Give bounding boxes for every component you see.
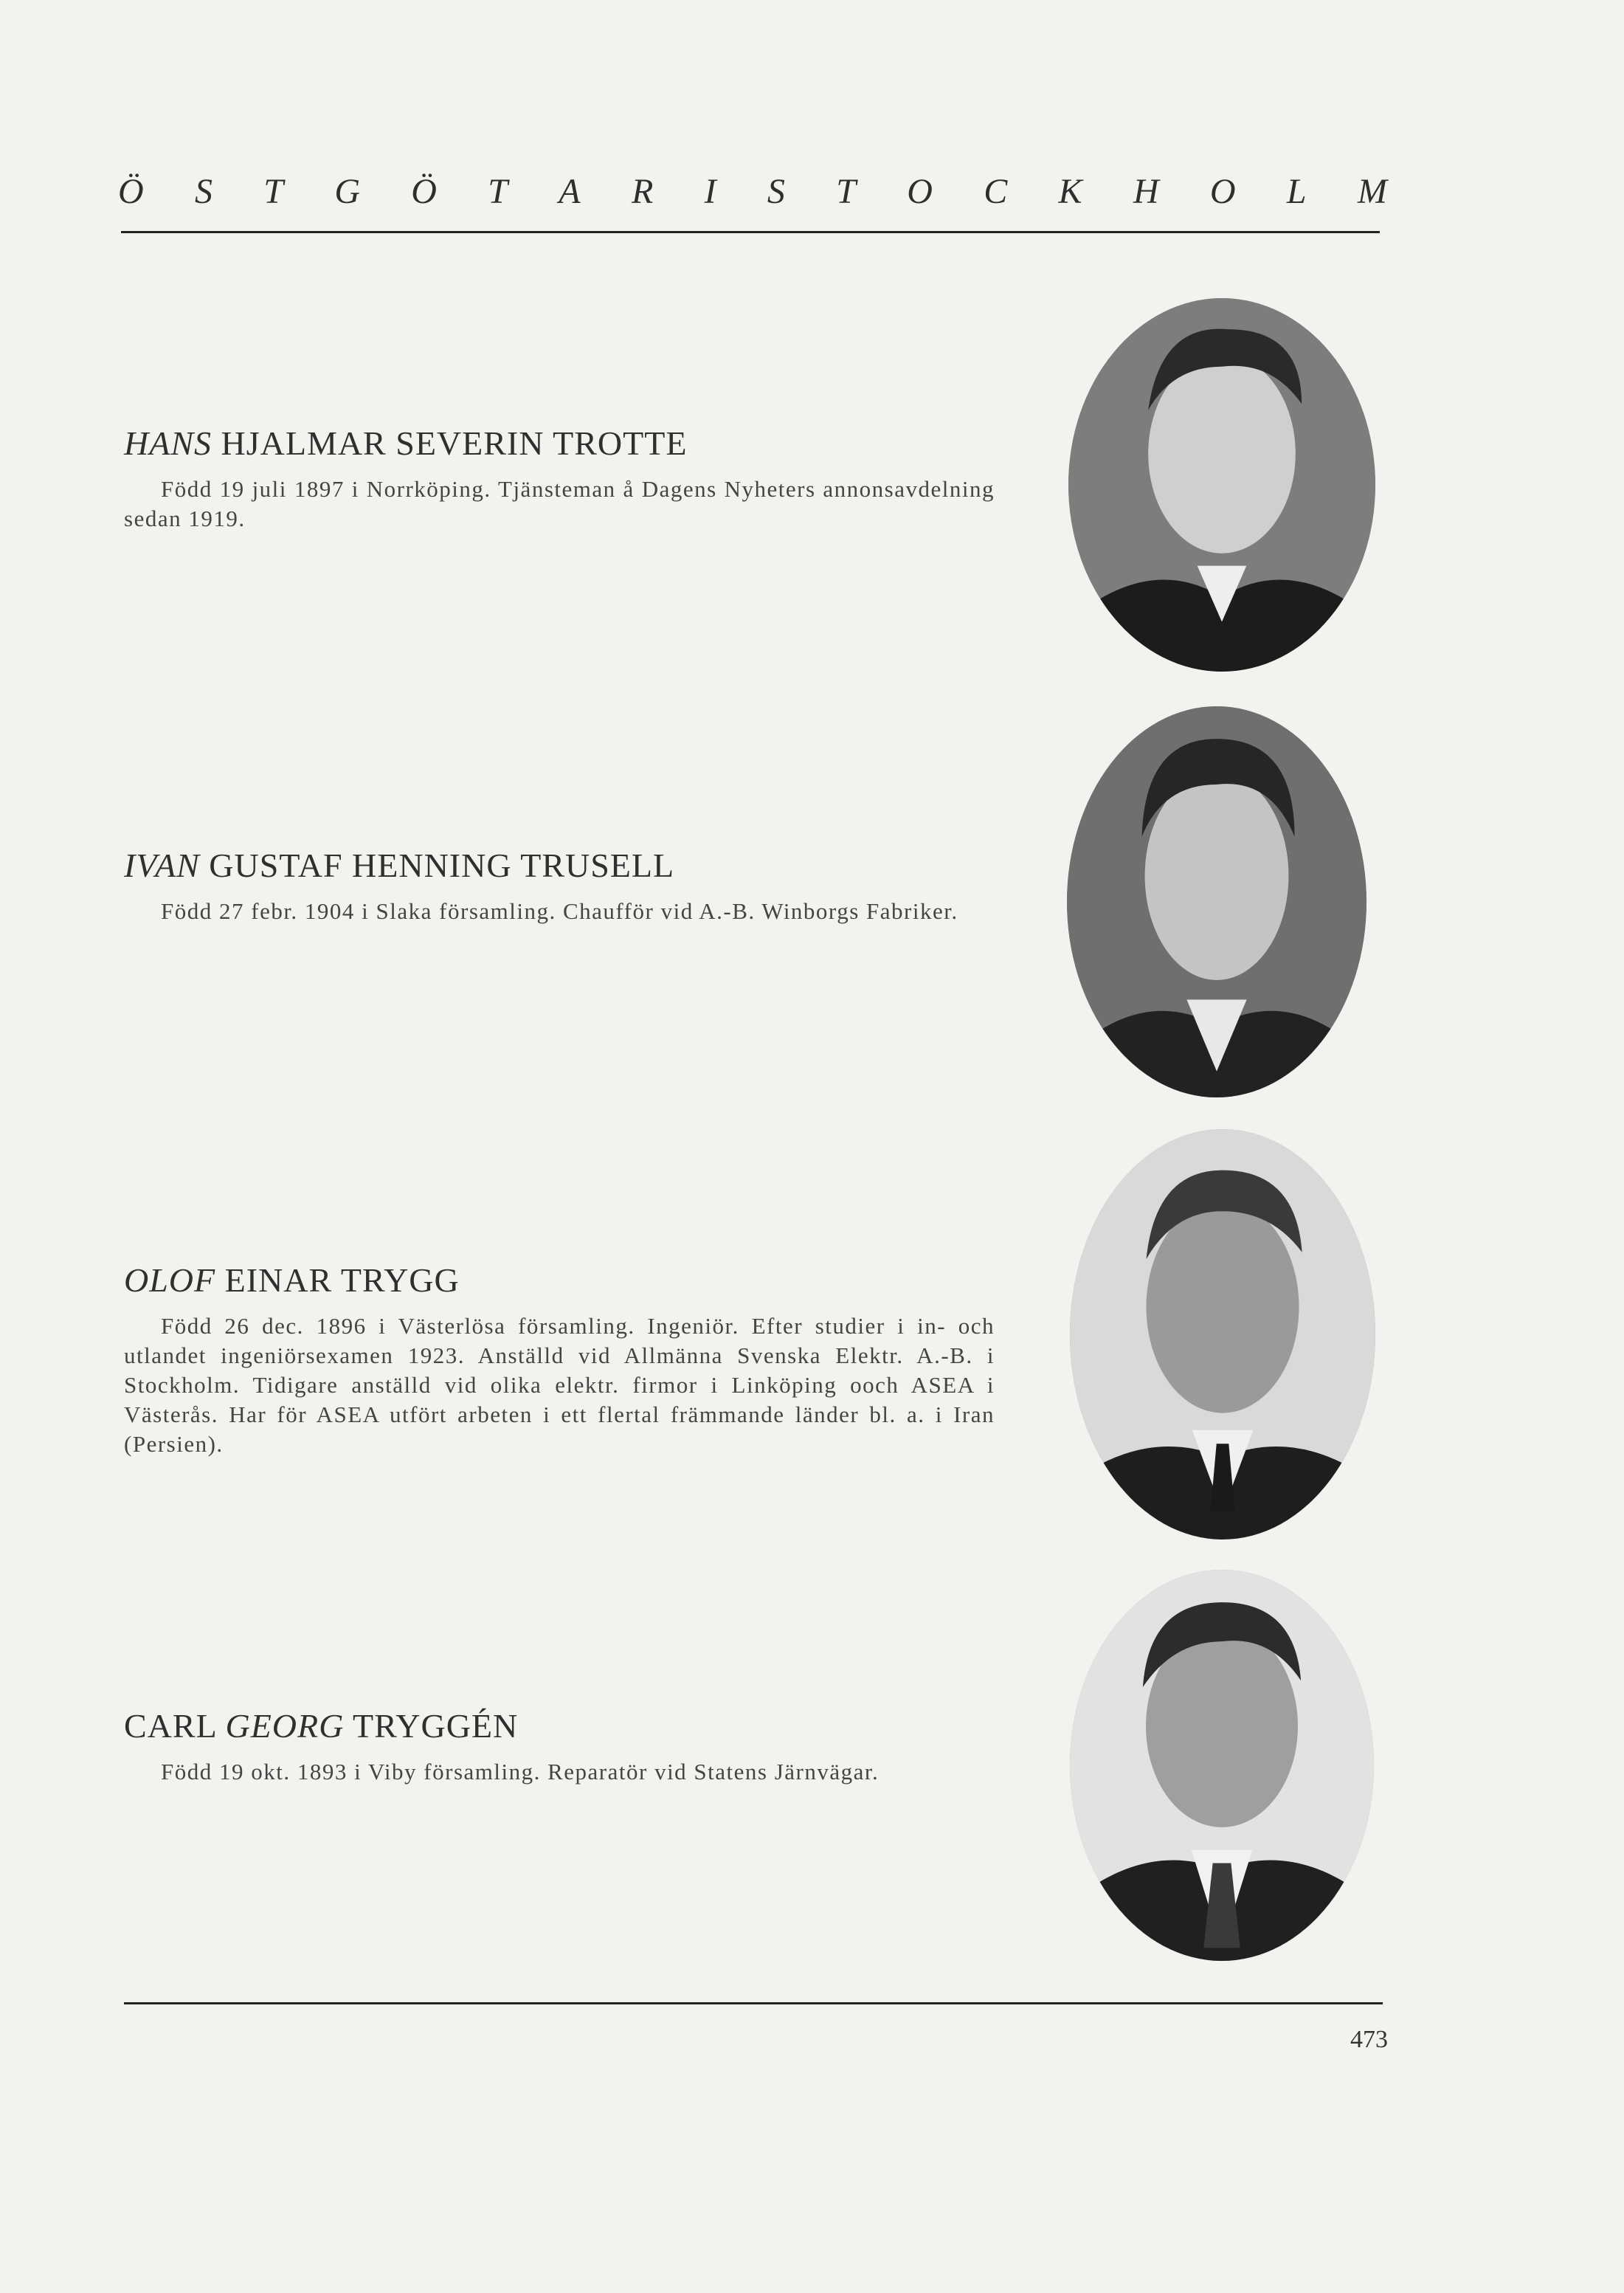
- running-head-letter: A: [559, 172, 581, 211]
- running-head-letter: Ö: [411, 172, 437, 211]
- biography-entry: [124, 846, 995, 926]
- biography-entry: [124, 424, 995, 534]
- running-head-letter: S: [194, 172, 212, 211]
- other-names: HJALMAR SEVERIN TROTTE: [212, 424, 688, 462]
- given-name: IVAN: [124, 846, 200, 884]
- other-names: GUSTAF HENNING TRUSELL: [199, 846, 675, 884]
- first-name: CARL: [124, 1707, 226, 1745]
- person-name: [124, 1261, 995, 1300]
- biography-text: Född 26 dec. 1896 i Västerlösa församling. Ingeniör. Efter studier i in- och utlandet ingeniörsexamen 1923. Anställd vid Allmänna Svenska Elektr. A.-B. i Stockholm. Tidigare anställd vid olika elektr. firmor i Linköping ooch ASEA i Västerås. Har för ASEA utfört arbeten i ett flertal främmande länder bl. a. i Iran (Persien).: [124, 1313, 995, 1457]
- other-names: EINAR TRYGG: [215, 1261, 460, 1299]
- running-head-letter: H: [1133, 172, 1159, 211]
- running-head-letter: O: [907, 172, 933, 211]
- person-name: [124, 846, 995, 885]
- running-head-letter: S: [767, 172, 785, 211]
- other-names: TRYGGÉN: [344, 1707, 519, 1745]
- running-head-letter: I: [704, 172, 716, 211]
- running-head-letter: R: [631, 172, 654, 211]
- biography-entry: [124, 1261, 995, 1459]
- biography-entry: [124, 1706, 995, 1787]
- running-head-letter: C: [984, 172, 1008, 211]
- page-number: 473: [1350, 2026, 1388, 2053]
- running-head-letter: M: [1357, 172, 1387, 211]
- person-name: [124, 1706, 995, 1745]
- running-head-letter: O: [1209, 172, 1236, 211]
- running-head: [118, 171, 1387, 212]
- footer-rule: [124, 2002, 1383, 2004]
- header-rule: [121, 231, 1380, 233]
- portrait-photo: [1070, 1129, 1375, 1539]
- portrait-photo: [1068, 298, 1375, 672]
- given-name: HANS: [124, 424, 212, 462]
- biography-text: Född 19 juli 1897 i Norrköping. Tjänsteman å Dagens Nyheters annonsavdelning sedan 1919.: [124, 476, 995, 531]
- running-head-letter: K: [1058, 172, 1082, 211]
- running-head-letter: T: [263, 172, 283, 211]
- running-head-letter: T: [488, 172, 508, 211]
- given-name: GEORG: [225, 1707, 345, 1745]
- biography-text: Född 27 febr. 1904 i Slaka församling. Chaufför vid A.-B. Winborgs Fabriker.: [161, 898, 958, 924]
- running-head-letter: Ö: [118, 172, 144, 211]
- person-name: [124, 424, 995, 463]
- portrait-photo: [1067, 706, 1366, 1097]
- running-head-letter: G: [334, 172, 360, 211]
- given-name: OLOF: [124, 1261, 216, 1299]
- portrait-photo: [1070, 1570, 1374, 1961]
- biography-text: Född 19 okt. 1893 i Viby församling. Reparatör vid Statens Järnvägar.: [161, 1759, 880, 1785]
- running-head-letter: T: [836, 172, 856, 211]
- running-head-letter: L: [1286, 172, 1307, 211]
